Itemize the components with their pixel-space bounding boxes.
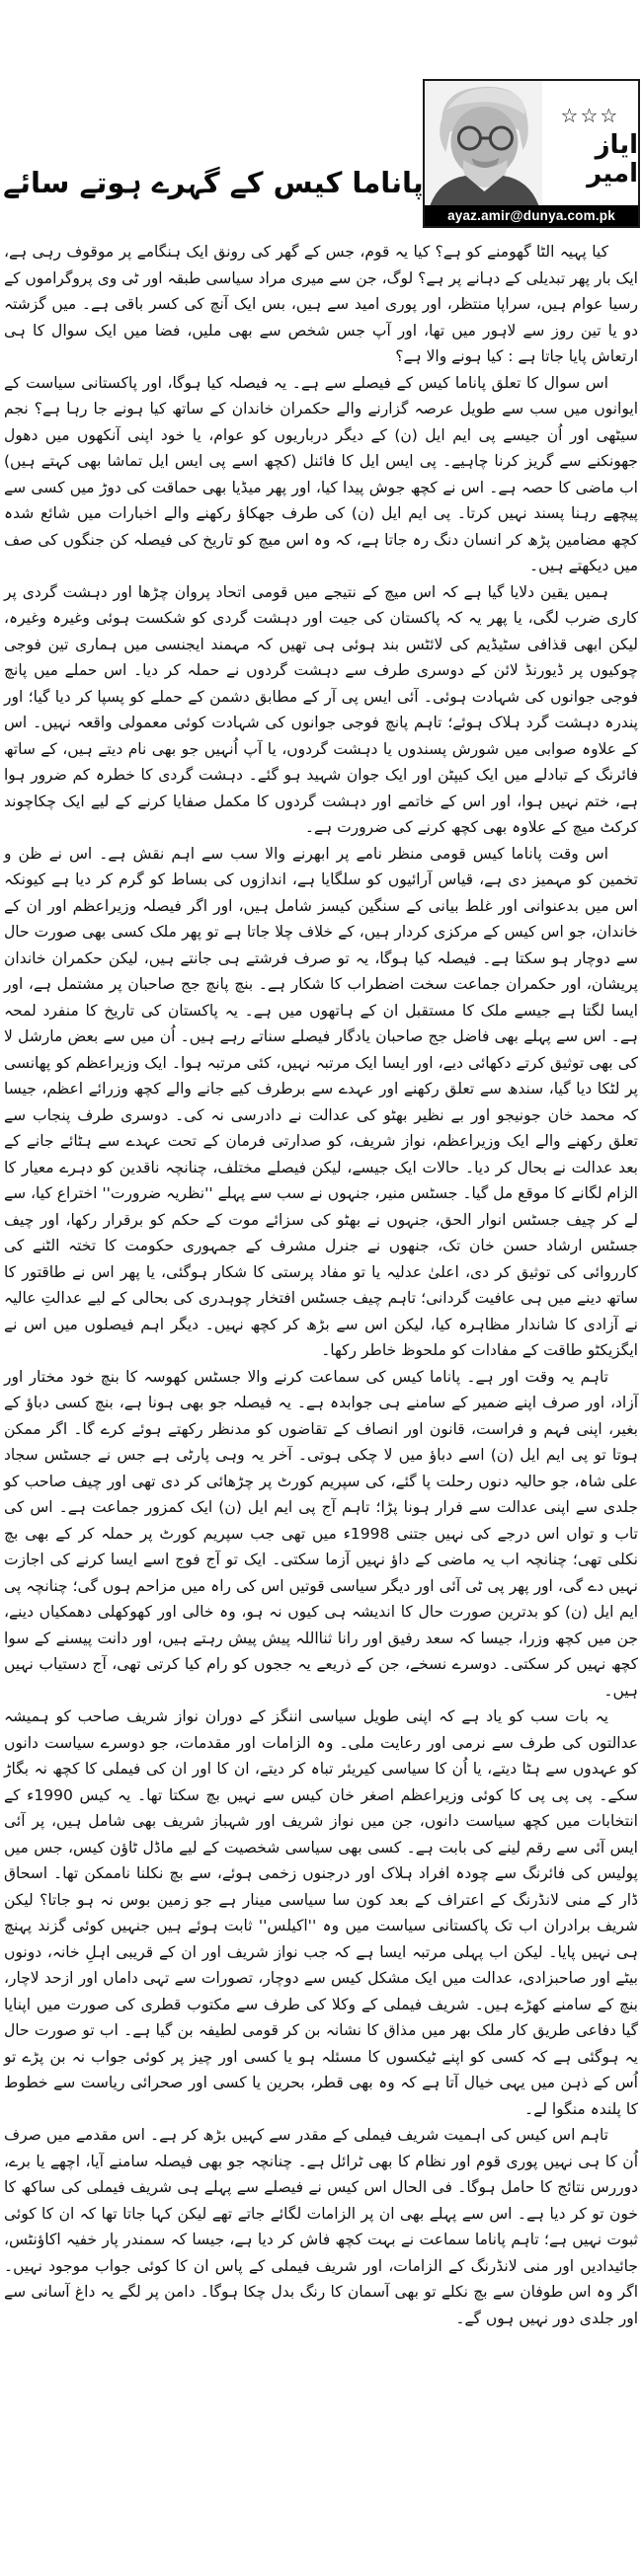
- article-paragraph: اس وقت پاناما کیس قومی منظر نامے پر ابھرنے والا سب سے اہم نقش ہے۔ اس نے ظن و تخمین کو مہمیز دی ہے، قیاس آرائیوں کو سلگایا ہے، اندازوں کی بساط کو گرم کر دیا ہے کیونکہ اس میں بدعنوانی اور غلط بیانی کے سنگین کیسز شامل ہیں، اور اگر فیصلہ وزیراعظم اور ان کے خاندان، جو اس کیس کے مرکزی کردار ہیں، کے خلاف چلا جاتا ہے تو پھر ملک کسی بھی صورت حال سے دوچار ہو سکتا ہے۔ فیصلہ کیا ہوگا، یہ تو صرف فرشتے ہی جانتے ہیں، لیکن حکمران خاندان پریشان، اور حکمران جماعت سخت اضطراب کا شکار ہے۔ بنچ پانچ جج صاحبان پر مشتمل ہے، اور ایسا لگتا ہے جیسے ملک کا مستقبل ان کے ہاتھوں میں ہے۔ یہ پاکستان کی تاریخ کا منفرد لمحہ ہے۔ اس سے پہلے بھی فاضل جج صاحبان یادگار فیصلے سناتے رہے ہیں۔ اُن میں سے بعض مارشل لا کی بھی توثیق کرتے دکھائی دیے، اور ایسا ایک مرتبہ نہیں، کئی مرتبہ ہوا۔ ایک وزیراعظم کو پھانسی پر لٹکا دیا گیا، سندھ سے تعلق رکھنے اور عہدے سے برطرف کیے جانے والے کچھ وزرائے اعظم، جیسا کہ محمد خان جونیجو اور بے نظیر بھٹو کی عدالت نے دادرسی نہ کی۔ دوسری طرف پنجاب سے تعلق رکھنے والے ایک وزیراعظم، نواز شریف، کو صدارتی فرمان کے تحت عہدے سے ہٹائے جانے کے بعد عدالت نے بحال کر دیا۔ حالات ایک جیسے، لیکن فیصلے مختلف، چنانچہ ناقدین کو دہرے معیار کا الزام لگانے کا موقع مل گیا۔ جسٹس منیر، جنہوں نے سب سے پہلے ''نظریہ ضرورت'' اختراع کیا، سے لے کر چیف جسٹس انوار الحق، جنہوں نے بھٹو کی سزائے موت کے حکم کو برقرار رکھا، اور چیف جسٹس ارشاد حسن خان تک، جنھوں نے جنرل مشرف کے جمہوری حکومت کا تختہ الٹنے کی کارروائی کی توثیق کر دی، اعلیٰ عدلیہ یا تو مفاد پرستی کا شکار ہوگئی، یا پھر اس نے طاقتور کا ساتھ دینے میں ہی عافیت گردانی؛ تاہم چیف جسٹس افتخار چوہدری کی بحالی کے لیے عدالتِ عالیہ نے آزادی کا شاندار مظاہرہ کیا، لیکن اس سے بڑھ کر کچھ نہیں۔ دیگر اہم فیصلوں میں اس نے ایگزیکٹو طاقت کے مفادات کو ملحوظ خاطر رکھا۔: [4, 844, 638, 1359]
- article-paragraph: یہ بات سب کو یاد ہے کہ اپنی طویل سیاسی اننگز کے دوران نواز شریف صاحب کو ہمیشہ عدالتوں کی طرف سے نرمی اور رعایت ملی۔ وہ الزامات اور مقدمات، جو دوسرے سیاست دانوں کو عہدوں سے ہٹا دیتے، یا اُن کا سیاسی کیریئر تباہ کر دیتے، ان کا اور ان کی فیملی کا کچھ نہ بگاڑ سکے۔ پی پی پی کا کوئی وزیراعظم اصغر خان کیس سے نہیں بچ سکتا تھا۔ یہ کیس 1990ء کے انتخابات میں کچھ سیاست دانوں، جن میں نواز شریف اور شہباز شریف بھی شامل ہیں، پر آئی ایس آئی سے رقم لینے کی بابت ہے۔ کسی بھی سیاسی شخصیت کے لیے ماڈل ٹاؤن کیس، جس میں پولیس کی فائرنگ سے چودہ افراد ہلاک اور درجنوں زخمی ہوئے، سے بچ نکلنا ناممکن تھا۔ اسحاق ڈار کے منی لانڈرنگ کے اعتراف کے بعد کون سا سیاسی مینار ہے جو زمین بوس نہ ہو جاتا؟ لیکن شریف برادران اب تک پاکستانی سیاست میں وہ ''اکیلس'' ثابت ہوئے ہیں جنہیں کوئی گزند پہنچ ہی نہیں پایا۔ لیکن اب پہلی مرتبہ ایسا ہے کہ جب نواز شریف اور ان کے قریبی اہلِ خانہ، دونوں بیٹے اور صاحبزادی، عدالت میں ایک مشکل کیس سے دوچار، تصورات سے تہی داماں اور ازحد لاچار، بنچ کے سامنے کھڑے ہیں۔ شریف فیملی کے وکلا کی طرف سے مکتوب قطری کی صورت میں اپنایا گیا دفاعی طریق کار ملک بھر میں مذاق کا نشانہ بن کر قومی لطیفہ بن گیا ہے۔ اب تو صورت حال یہ ہوگئی ہے کہ کسی کو اپنے ٹیکسوں کا مسئلہ ہو یا کسی اور چیز پر کوئی جواب نہ بن پڑے تو اُس کے ذہن میں یہی خیال آتا ہے کہ وہ بھی قطر، بحرین یا کسی اور صحرائی ریاست سے خطوط کا پلندہ منگوا لے۔: [4, 1707, 639, 2118]
- article-paragraph: ہمیں یقین دلایا گیا ہے کہ اس میچ کے نتیجے میں قومی اتحاد پروان چڑھا اور دہشت گردی پر کاری ضرب لگی، یا پھر یہ کہ پاکستان کی جیت اور دہشت گردی کو شکست ہوئی وغیرہ وغیرہ، لیکن ابھی قذافی سٹیڈیم کی لائٹس بند ہوئی ہی تھیں کہ مہمند ایجنسی میں ہماری تین فوجی چوکیوں پر ڈیورنڈ لائن کے دوسری طرف سے دہشت گردوں نے حملہ کر دیا۔ اس حملے میں پانچ فوجی جوانوں کی شہادت ہوئی۔ آئی ایس پی آر کے مطابق دشمن کے حملے کو پسپا کر دیا گیا؛ اور پندرہ دہشت گرد ہلاک ہوئے؛ تاہم پانچ فوجی جوانوں کی شہادت کوئی معمولی واقعہ نہیں۔ اس کے علاوہ صوابی میں شورش پسندوں یا دہشت گردوں، یا آپ اُنہیں جو بھی نام دیتے ہیں، کے ساتھ فائرنگ کے تبادلے میں ایک کیپٹن اور ایک جوان شہید ہو گئے۔ دہشت گردی کا خطرہ کم ضرور ہوا ہے، ختم نہیں ہوا، اور اس کے خاتمے اور دہشت گردوں کا مکمل صفایا کرنے کے لیے ایک چکاچوند کرکٹ میچ کے علاوہ بھی کچھ کرنے کی ضرورت ہے۔: [4, 582, 638, 836]
- article-body: [4, 239, 638, 2331]
- column-title: پاناما کیس کے گہرے ہوتے سائے: [3, 166, 424, 200]
- article-paragraph: اس سوال کا تعلق پاناما کیس کے فیصلے سے ہے۔ یہ فیصلہ کیا ہوگا، اور پاکستانی سیاست کے ایوانوں میں سب سے طویل عرصہ گزارنے والے حکمران خاندان کے ساتھ کیا ہونے جا رہا ہے؟ نجم سیٹھی اور اُن جیسے پی ایم ایل (ن) کے دیگر درباریوں کو عوام، یا خود اپنی آنکھوں میں دھول جھونکنے سے گریز کرنا چاہیے۔ پی ایس ایل کا فائنل (کچھ اسے پی ایس ایل تماشا بھی کہتے ہیں) اب ماضی کا حصہ ہے۔ اس نے کچھ جوش پیدا کیا، اور پھر میڈیا بھی حماقت کی دوڑ میں کسی سے پیچھے رہنا پسند نہیں کرتا۔ پی ایم ایل (ن) کی طرف جھکاؤ رکھنے والے اخبارات میں شائع شدہ کچھ مضامین پڑھ کر انسان دنگ رہ جاتا ہے، کہ وہ اس میچ کو تاریخ کی فیصلہ کن جنگوں کی صف میں دیکھتے ہیں۔: [4, 373, 638, 574]
- author-photo: [425, 81, 542, 205]
- article-paragraph: کیا پہیہ الٹا گھومنے کو ہے؟ کیا یہ قوم، جس کے گھر کی رونق ایک ہنگامے پر موقوف رہی ہے، ایک بار پھر تبدیلی کے دہانے پر ہے؟ لوگ، جن سے میری مراد سیاسی طبقہ اور ٹی وی پروگراموں کے رسیا عوام ہیں، سراپا منتظر، اور پوری امید سے ہیں، بس ایک آنچ کی کسر باقی ہے۔ میں گزشتہ دو یا تین روز سے لاہور میں تھا، اور آپ جس شخص سے بھی ملیں، فضا میں ایک سوال کا ہی ارتعاش پایا جاتا ہے : کیا ہونے والا ہے؟: [4, 243, 638, 365]
- author-masthead-box: [423, 79, 640, 228]
- author-name: ایاز امیر: [587, 130, 638, 189]
- masthead-main: [425, 81, 638, 205]
- article-paragraph: تاہم یہ وقت اور ہے۔ پاناما کیس کی سماعت کرنے والا جسٹس کھوسہ کا بنچ خود مختار اور آزاد، اور صرف اپنے ضمیر کے سامنے ہی جوابدہ ہے۔ یہ فیصلہ جو بھی ہونا ہے، بنچ کسی دباؤ کے بغیر، اپنی فہم و فراست، قانون اور انصاف کے تقاضوں کو مدنظر رکھتے ہوئے کرے گا۔ اگر ممکن ہوتا تو پی ایم ایل (ن) اسے دباؤ میں لا چکی ہوتی۔ آخر یہ وہی پارٹی ہے جس نے جسٹس سجاد علی شاہ، جو حالیہ دنوں رحلت پا گئے، کی سپریم کورٹ پر چڑھائی کر دی تھی اور چیف صاحب کو جلدی سے اپنی عدالت سے فرار ہونا پڑا؛ تاہم آج پی ایم ایل (ن) ایک کمزور جماعت ہے۔ اس کی تاب و تواں اس درجے کی نہیں جتنی 1998ء میں تھی جب سپریم کورٹ پر حملہ کر کے بھی بچ نکلی تھی؛ چنانچہ اب یہ ماضی کے داؤ نہیں آزما سکتی۔ ایک تو آج فوج اسے ایسا کرنے کی اجازت نہیں دے گی، اور پھر پی ٹی آئی اور دیگر سیاسی قوتیں اس کی راہ میں مزاحم ہوں گی؛ چنانچہ پی ایم ایل (ن) کو بدترین صورت حال کا اندیشہ ہی کیوں نہ ہو، وہ خالی اور کھوکھلی دھمکیاں دینے، جن میں کچھ وزرا، جیسا کہ سعد رفیق اور رانا ثنااللہ پیش پیش رہتے ہیں، اور دانت پیسنے کے سوا کچھ نہیں کر سکتی۔ دوسرے نسخے، جن کے ذریعے یہ ججوں کو رام کیا کرتی تھی، آج دستیاب نہیں ہیں۔: [4, 1367, 638, 1700]
- masthead-left-column: [542, 81, 638, 205]
- author-email: ayaz.amir@dunya.com.pk: [425, 205, 638, 226]
- article-paragraph: تاہم اس کیس کی اہمیت شریف فیملی کے مقدر سے کہیں بڑھ کر ہے۔ اس مقدمے میں صرف اُن کا ہی نہیں پوری قوم اور نظام کا بھی ٹرائل ہے۔ چنانچہ جو بھی فیصلہ سامنے آیا، اچھے یا برے، دوررس نتائج کا حامل ہوگا۔ فی الحال اس کیس نے فیصلے سے پہلے ہی شریف فیملی کی ساکھ کا خون تو کر دیا ہے۔ اس سے پہلے بھی ان پر الزامات لگائے جاتے تھے لیکن کہا جاتا تھا کہ ان کا کوئی ثبوت نہیں ہے؛ تاہم پاناما سماعت نے بہت کچھ فاش کر دیا ہے، جیسا کہ سمندر پار خفیہ اکاؤنٹس، جائیدادیں اور منی لانڈرنگ کے الزامات، اور شریف فیملی کے پاس ان کا کوئی جواب موجود نہیں۔ اگر وہ اس طوفان سے بچ نکلے تو بھی آسمان کا رنگ بدل چکا ہوگا۔ دامن پر لگے یہ داغ آسانی سے اور جلدی دور نہیں ہوں گے۔: [4, 2126, 638, 2327]
- three-stars-icon: ☆☆☆: [560, 104, 620, 128]
